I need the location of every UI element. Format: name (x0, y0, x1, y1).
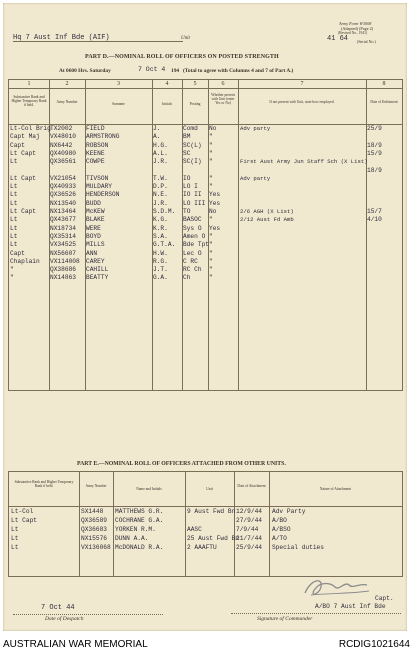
cell-posting: IO (183, 174, 191, 182)
part-d-table (8, 79, 403, 391)
part-e-table (8, 471, 403, 577)
header-posting: Posting (189, 102, 201, 106)
cell-rank: " (10, 266, 14, 274)
cell-army-number: NX13464 (50, 208, 76, 215)
cell-initials: H.W. (153, 249, 168, 257)
form-number: Army Form W3008 (339, 21, 372, 26)
table-row (9, 544, 402, 552)
cell-posting: Comd (183, 125, 198, 132)
table-row (9, 191, 402, 199)
cell-present: " (209, 133, 213, 141)
cell-enlistment: 18/9 (367, 166, 382, 174)
cell-present: Yes (209, 199, 221, 207)
cell-enlistment: 18/9 (367, 141, 382, 149)
signature-line (231, 613, 401, 614)
table-row (9, 158, 402, 166)
cell-posting: BASOC (183, 216, 202, 224)
cell-present: " (209, 274, 213, 282)
cell-present: No (209, 208, 217, 215)
cell-unit: 2 AAAFTU (187, 544, 217, 551)
cell-army-number: SX1448 (81, 508, 104, 515)
cell-employment: Adv party (240, 174, 271, 182)
cell-unit: 25 Aust Fwd Bn (187, 535, 239, 542)
cell-army-number: VX136068 (81, 544, 111, 551)
table-row (9, 250, 402, 258)
cell-rank: " (10, 274, 14, 282)
cell-rank: Capt (10, 249, 25, 257)
table-row (9, 535, 402, 543)
serial-label: (Serial No.) (357, 39, 376, 44)
e-header-nature: Nature of Attachment (319, 487, 352, 491)
table-row (9, 517, 402, 525)
cell-posting: SC(L) (183, 141, 202, 149)
part-e-title: PART E.—NOMINAL ROLL OF OFFICERS ATTACHED FROM OTHER UNITS. (77, 461, 286, 467)
cell-initials: D.P. (153, 183, 168, 191)
cell-surname: BEATTY (86, 274, 109, 282)
cell-unit: 9 Aust Fwd Bn (187, 508, 236, 515)
cell-army-number: VX21054 (50, 174, 76, 182)
cell-army-number: QX36526 (50, 191, 76, 199)
cell-enlistment: 15/7 (367, 208, 382, 215)
cell-posting: BM (183, 133, 191, 141)
cell-nature: A/BSO (272, 526, 291, 533)
cell-surname: ARMSTRONG (86, 133, 120, 141)
cell-initials: J. (153, 125, 161, 132)
cell-present: " (209, 158, 213, 166)
cell-nature: Adv Party (272, 508, 306, 515)
cell-present: " (209, 249, 213, 257)
cell-army-number: VX34525 (50, 241, 76, 249)
cell-rank: Lt (10, 158, 18, 166)
cell-surname: MULDARY (86, 183, 112, 191)
cell-rank: Lt (10, 216, 18, 224)
cell-initials: G.T.A. (153, 241, 176, 249)
cell-date: 12/9/44 (236, 508, 262, 515)
header-initials: Initials (162, 102, 172, 106)
part-d-at: At 0600 Hrs. Saturday (59, 68, 111, 74)
cell-rank: Lt (11, 526, 19, 533)
table-row (9, 266, 402, 274)
cell-nature: Special duties (272, 544, 324, 551)
cell-nature: A/BO (272, 517, 287, 524)
cell-surname: ROBSON (86, 141, 109, 149)
cell-army-number: QX43677 (50, 216, 76, 224)
table-row (9, 167, 402, 175)
table-row (9, 133, 402, 141)
table-row (9, 258, 402, 266)
cell-name: MATTHEWS G.R. (115, 508, 164, 515)
cell-rank: Lt Capt (11, 517, 37, 524)
cell-initials: A.L. (153, 149, 168, 157)
cell-rank: Lt (11, 535, 19, 542)
cell-name: COCHRANE G.A. (115, 517, 164, 524)
cell-name: DUNN A.A. (115, 535, 149, 542)
form-adapted: (Adapted) (Page 2) (341, 26, 374, 31)
cell-name: McDONALD R.A. (115, 544, 164, 551)
header-employed: If not present with Unit, state how employed. (269, 100, 335, 104)
e-header-unit: Unit (206, 487, 213, 491)
cell-posting: SC (183, 149, 191, 157)
cell-surname: McKEW (86, 208, 105, 215)
cell-posting: IO II (183, 191, 202, 199)
table-row (9, 175, 402, 183)
signatory-rank: Capt. (375, 595, 394, 602)
cell-initials: J.R. (153, 199, 168, 207)
cell-present: " (209, 257, 213, 265)
cell-rank: Lt-Col Brig (10, 125, 51, 132)
cell-initials: K.R. (153, 224, 168, 232)
table-row (9, 216, 402, 224)
cell-initials: T.W. (153, 174, 168, 182)
signature-label: Signature of Commander (257, 616, 313, 622)
cell-army-number: QX36683 (81, 526, 107, 533)
table-row (9, 274, 402, 282)
cell-employment: 2/12 Aust Fd Amb (240, 216, 294, 224)
cell-army-number: NX13540 (50, 199, 76, 207)
cell-army-number: QX36589 (81, 517, 107, 524)
part-d-title: PART D.—NOMINAL ROLL OF OFFICERS ON POSTED STRENGTH (85, 54, 279, 60)
cell-initials: R.G. (153, 257, 168, 265)
table-row (9, 233, 402, 241)
form-revised: (Revised No., 1941) (338, 31, 368, 35)
cell-rank: Lt-Col (11, 508, 34, 515)
cell-unit: AASC (187, 526, 202, 533)
cell-surname: KEENE (86, 149, 105, 157)
table-row (9, 225, 402, 233)
table-row (9, 241, 402, 249)
table-row (9, 183, 402, 191)
cell-present: " (209, 241, 213, 249)
cell-present: " (209, 216, 213, 224)
cell-posting: Ch (183, 274, 191, 282)
cell-surname: BLAKE (86, 216, 105, 224)
cell-initials: J.T. (153, 266, 168, 274)
cell-initials: S.A. (153, 232, 168, 240)
cell-rank: Chaplain (10, 257, 40, 265)
footer-record-id: RCDIG1021644 (338, 639, 410, 650)
cell-nature: A/TO (272, 535, 287, 542)
cell-rank: Lt (10, 199, 18, 207)
cell-initials: A. (153, 133, 161, 141)
cell-rank: Lt (10, 241, 18, 249)
cell-rank: Lt (10, 191, 18, 199)
cell-present: " (209, 232, 213, 240)
cell-initials: K.G. (153, 216, 168, 224)
cell-present: Yes (209, 224, 221, 232)
table-row (9, 125, 402, 133)
col-num-3: 3 (117, 81, 120, 87)
cell-rank: Lt Capt (10, 174, 36, 182)
cell-posting: LO I (183, 183, 198, 191)
col-num-8: 8 (382, 81, 386, 87)
cell-date: 27/9/44 (236, 517, 262, 524)
cell-army-number: NX15576 (81, 535, 107, 542)
e-header-rank: Substantive Rank and Higher Temporary Rank if held. (14, 480, 74, 488)
cell-army-number: QX36561 (50, 158, 76, 166)
cell-present: No (209, 125, 217, 132)
cell-army-number: NX14863 (50, 274, 76, 282)
table-row (9, 142, 402, 150)
cell-present: Yes (209, 191, 221, 199)
header-army-number: Army Number (56, 100, 78, 104)
cell-surname: ANN (86, 249, 98, 257)
cell-initials: J.R. (153, 158, 168, 166)
footer-source: AUSTRALIAN WAR MEMORIAL (3, 639, 148, 650)
cell-present: " (209, 266, 213, 274)
document-page (3, 3, 407, 631)
cell-army-number: NX18734 (50, 224, 76, 232)
cell-initials: N.E. (153, 191, 168, 199)
cell-posting: Amen O (183, 232, 206, 240)
cell-present: " (209, 183, 213, 191)
cell-surname: WERE (86, 224, 101, 232)
col-num-7: 7 (300, 81, 304, 87)
table-row (9, 150, 402, 158)
header-rank: Substantive Rank and Higher Temporary Rank if held. (11, 95, 47, 107)
cell-army-number: VX48010 (50, 133, 76, 141)
despatch-date: 7 Oct 44 (41, 604, 75, 612)
cell-posting: Sys O (183, 224, 202, 232)
part-d-note: (Total to agree with Columns 4 and 7 of Part A.) (183, 68, 294, 74)
col-num-1: 1 (27, 81, 31, 87)
cell-army-number: QX40933 (50, 183, 76, 191)
despatch-label: Date of Despatch (45, 616, 84, 622)
cell-enlistment: 4/10 (367, 216, 382, 224)
cell-surname: CAREY (86, 257, 105, 265)
cell-surname: HENDERSON (86, 191, 120, 199)
archive-footer (0, 636, 414, 654)
cell-enlistment: 15/9 (367, 149, 382, 157)
col-num-6: 6 (221, 81, 225, 87)
unit-name: Hq 7 Aust Inf Bde (AIF) (13, 34, 110, 42)
e-header-date: Date of Attachment (237, 484, 266, 488)
cell-present: " (209, 174, 213, 182)
cell-surname: BUDD (86, 199, 101, 207)
cell-posting: C RC (183, 257, 198, 265)
cell-date: 25/9/44 (236, 544, 262, 551)
cell-initials: S.D.M. (153, 208, 176, 215)
cell-present: " (209, 149, 213, 157)
cell-surname: TIVSON (86, 174, 109, 182)
cell-posting: TO (183, 208, 191, 215)
cell-posting: RC Ch (183, 266, 202, 274)
cell-army-number: QX38686 (50, 266, 76, 274)
cell-present: " (209, 141, 213, 149)
part-d-date: 7 Oct 4 (138, 66, 166, 73)
table-row (9, 200, 402, 208)
cell-surname: MILLS (86, 241, 105, 249)
cell-rank: Lt (11, 544, 19, 551)
cell-employment: Adv party (240, 125, 271, 132)
cell-name: YORKEN R.M. (115, 526, 156, 533)
cell-army-number: TX2002 (50, 125, 73, 132)
cell-surname: COWPE (86, 158, 105, 166)
header-surname: Surname (112, 102, 125, 106)
table-row (9, 526, 402, 534)
table-row (9, 208, 402, 216)
cell-army-number: VX114008 (50, 257, 80, 265)
cell-rank: Lt Capt (10, 208, 36, 215)
cell-posting: LO III (183, 199, 206, 207)
col-num-2: 2 (65, 81, 69, 87)
unit-underline (13, 41, 183, 42)
cell-army-number: QX40980 (50, 149, 76, 157)
cell-surname: BOYD (86, 232, 101, 240)
cell-posting: Bde Tpt (183, 241, 209, 249)
cell-rank: Capt Maj (10, 133, 40, 141)
cell-rank: Capt (10, 141, 25, 149)
cell-posting: Lec O (183, 249, 202, 257)
e-header-army-number: Army Number (85, 484, 107, 488)
cell-date: 7/9/44 (236, 526, 259, 533)
cell-army-number: QX35314 (50, 232, 76, 240)
cell-initials: H.G. (153, 141, 168, 149)
signatory-title: A/BO 7 Aust Inf Bde (315, 603, 386, 610)
cell-posting: SC(I) (183, 158, 202, 166)
e-header-name: Name and Initials (136, 487, 162, 491)
cell-surname: CAHILL (86, 266, 109, 274)
cell-rank: Lt (10, 183, 18, 191)
header-present: Whether present with Unit (enter Yes or No) (211, 93, 235, 105)
commander-signature (301, 575, 373, 601)
cell-employment: First Aust Army Jun Staff Sch (X List) (240, 158, 368, 166)
cell-rank: Lt (10, 224, 18, 232)
despatch-line (13, 614, 163, 615)
cell-rank: Lt (10, 232, 18, 240)
col-num-5: 5 (193, 81, 197, 87)
cell-initials: G.A. (153, 274, 168, 282)
cell-enlistment: 25/9 (367, 125, 382, 132)
cell-employment: 2/6 AGH (X List) (240, 208, 294, 215)
cell-army-number: NX56607 (50, 249, 76, 257)
cell-surname: FIELD (86, 125, 105, 132)
serial-number: 41 64 (327, 35, 349, 43)
cell-rank: Lt Capt (10, 149, 36, 157)
cell-army-number: NX6442 (50, 141, 73, 149)
unit-label: Unit (181, 36, 190, 41)
col-num-4: 4 (165, 81, 169, 87)
header-enlistment: Date of Enlistment (370, 100, 398, 104)
part-d-year: 194 (171, 68, 180, 74)
table-row (9, 508, 402, 516)
cell-date: 21/7/44 (236, 535, 262, 542)
